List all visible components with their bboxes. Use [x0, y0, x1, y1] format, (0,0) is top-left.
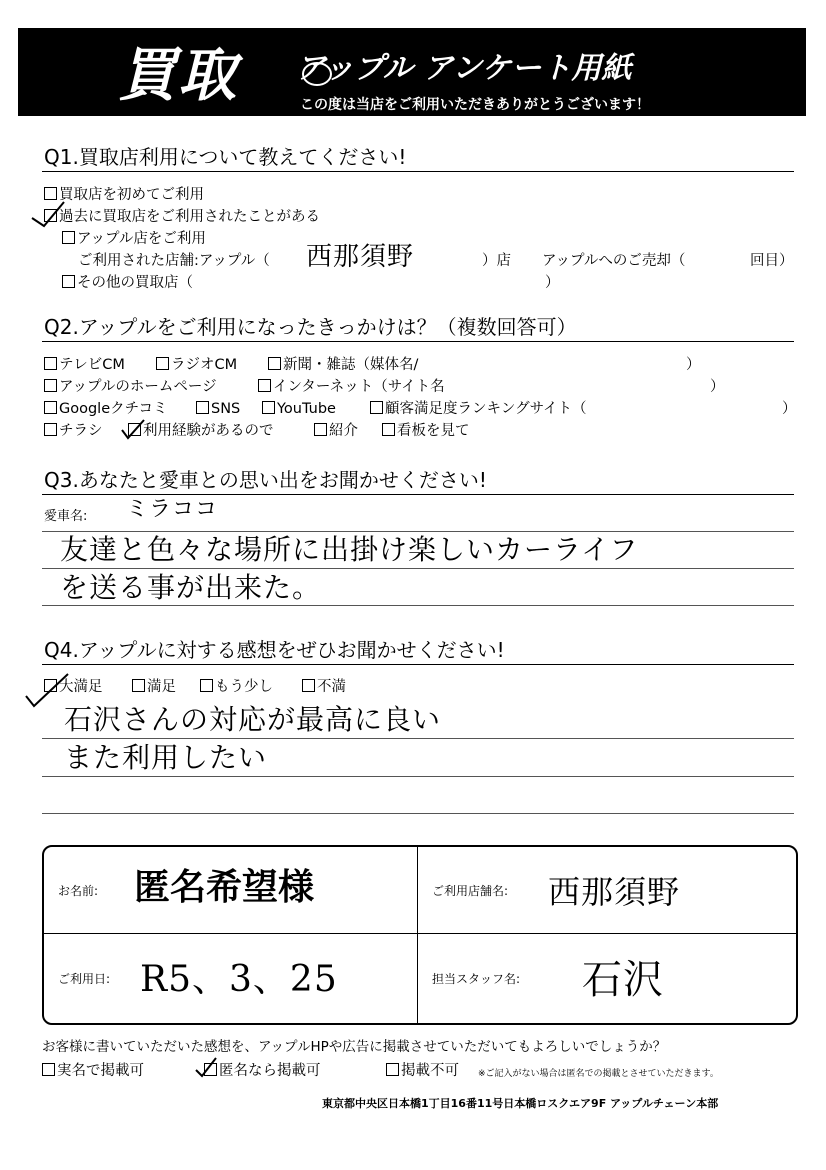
q3-rule-3 — [42, 605, 794, 606]
q4-option-little[interactable]: もう少し — [200, 678, 273, 696]
q1-other-close: ） — [545, 275, 560, 291]
q1-count-label: アップルへのご売却（ — [542, 253, 686, 269]
checkbox[interactable] — [44, 379, 57, 392]
header-title-brand: アップル アンケート用紙 — [296, 51, 632, 86]
checkbox[interactable] — [382, 423, 395, 436]
q2-news-close: ） — [686, 357, 701, 373]
publish-option-anonymous[interactable]: 匿名なら掲載可 — [204, 1062, 321, 1080]
q2-internet-close: ） — [710, 379, 725, 395]
checkbox[interactable] — [44, 401, 57, 414]
date-label: ご利用日: — [58, 972, 111, 986]
publish-note: ※ご記入がない場合は匿名での掲載とさせていただきます。 — [478, 1069, 719, 1079]
q4-rule-1 — [42, 738, 794, 739]
q2-option-ranking[interactable]: 顧客満足度ランキングサイト（ — [370, 400, 587, 418]
q1-store-value: 西那須野 — [306, 242, 415, 272]
header-subtitle: この度は当店をご利用いただきありがとうございます！ — [300, 97, 650, 113]
q4-divider — [42, 664, 794, 665]
q3-answer-line1: 友達と色々な場所に出掛け楽しいカーライフ — [60, 533, 639, 566]
q4-rule-2 — [42, 776, 794, 777]
q4-rule-3 — [42, 813, 794, 814]
q1-count-suffix: 回目） — [750, 253, 794, 269]
checkbox[interactable] — [370, 401, 383, 414]
company-address: 東京都中央区日本橋1丁目16番11号日本橋ロスクエア9F アップルチェーン本部 — [322, 1097, 719, 1110]
q2-option-sign[interactable]: 看板を見て — [382, 422, 470, 440]
checkbox[interactable] — [196, 401, 209, 414]
info-box-divider-h — [42, 933, 796, 934]
q4-option-unsatisfied[interactable]: 不満 — [302, 678, 346, 696]
checkbox[interactable] — [200, 679, 213, 692]
checkbox[interactable] — [62, 275, 75, 288]
q3-rule-1 — [42, 531, 794, 532]
q3-car-label: 愛車名: — [44, 509, 88, 524]
q4-option-satisfied[interactable]: 満足 — [132, 678, 176, 696]
name-label: お名前: — [58, 884, 99, 898]
store-label: ご利用店舗名: — [432, 884, 509, 898]
name-value: 匿名希望様 — [134, 867, 315, 908]
checkmark-icon — [192, 1056, 220, 1080]
q4-answer-line2: また利用したい — [64, 741, 268, 774]
info-box-divider-v — [417, 845, 418, 1023]
q4-option-very-satisfied[interactable]: 大満足 — [44, 678, 103, 696]
q2-option-news[interactable]: 新聞・雑誌（媒体名/ — [268, 356, 418, 374]
q1-option-past[interactable]: 過去に買取店をご利用されたことがある — [44, 208, 320, 226]
q1-store-label: ご利用された店舗:アップル（ — [78, 253, 270, 269]
q2-option-referral[interactable]: 紹介 — [314, 422, 358, 440]
q2-option-google[interactable]: Googleクチコミ — [44, 400, 168, 418]
q2-option-flyer[interactable]: チラシ — [44, 422, 103, 440]
q2-option-homepage[interactable]: アップルのホームページ — [44, 378, 217, 396]
q2-heading: Q2.アップルをご利用になったきっかけは？（複数回答可） — [44, 315, 577, 339]
checkbox[interactable] — [314, 423, 327, 436]
checkbox[interactable] — [62, 231, 75, 244]
q1-option-first[interactable]: 買取店を初めてご利用 — [44, 186, 204, 204]
date-value: R5、3、25 — [140, 959, 338, 1000]
q3-rule-2 — [42, 568, 794, 569]
checkbox[interactable] — [156, 357, 169, 370]
q2-option-tvcm[interactable]: テレビCM — [44, 356, 125, 374]
checkbox[interactable] — [302, 679, 315, 692]
q3-heading: Q3.あなたと愛車との思い出をお聞かせください! — [44, 468, 487, 492]
q1-divider — [42, 171, 794, 172]
checkbox[interactable] — [386, 1063, 399, 1076]
header-title-big: 買取 — [118, 41, 239, 109]
q3-car-value: ミラココ — [126, 497, 219, 522]
publish-question: お客様に書いていただいた感想を、アップルHPや広告に掲載させていただいてもよろしいでしょうか？ — [42, 1039, 667, 1055]
q1-option-other[interactable]: その他の買取店（ — [62, 274, 193, 292]
q2-option-sns[interactable]: SNS — [196, 400, 240, 418]
q2-ranking-close: ） — [782, 401, 797, 417]
q2-option-youtube[interactable]: YouTube — [262, 400, 336, 418]
q2-divider — [42, 341, 794, 342]
q2-option-internet[interactable]: インターネット（サイト名 — [258, 378, 445, 396]
checkbox[interactable] — [258, 379, 271, 392]
q1-heading: Q1.買取店利用について教えてください! — [44, 145, 407, 169]
checkbox[interactable] — [42, 1063, 55, 1076]
q1-store-suffix: ）店 — [482, 253, 511, 269]
checkbox[interactable] — [268, 357, 281, 370]
q2-option-experience[interactable]: 利用経験があるので — [128, 422, 274, 440]
q4-heading: Q4.アップルに対する感想をぜひお聞かせください! — [44, 638, 505, 662]
checkbox[interactable] — [262, 401, 275, 414]
header-banner — [18, 28, 806, 116]
q2-option-radio[interactable]: ラジオCM — [156, 356, 237, 374]
checkbox[interactable] — [44, 423, 57, 436]
publish-option-no[interactable]: 掲載不可 — [386, 1062, 459, 1080]
q3-divider — [42, 494, 794, 495]
checkmark-icon — [118, 418, 148, 442]
checkbox[interactable] — [132, 679, 145, 692]
staff-value: 石沢 — [582, 957, 664, 1003]
publish-option-realname[interactable]: 実名で掲載可 — [42, 1062, 144, 1080]
checkbox[interactable] — [44, 357, 57, 370]
q4-answer-line1: 石沢さんの対応が最高に良い — [64, 703, 442, 736]
store-value: 西那須野 — [548, 873, 681, 911]
q3-answer-line2: を送る事が出来た。 — [60, 571, 322, 604]
q1-option-apple[interactable]: アップル店をご利用 — [62, 230, 206, 248]
staff-label: 担当スタッフ名: — [432, 972, 521, 986]
checkmark-icon — [28, 198, 68, 232]
